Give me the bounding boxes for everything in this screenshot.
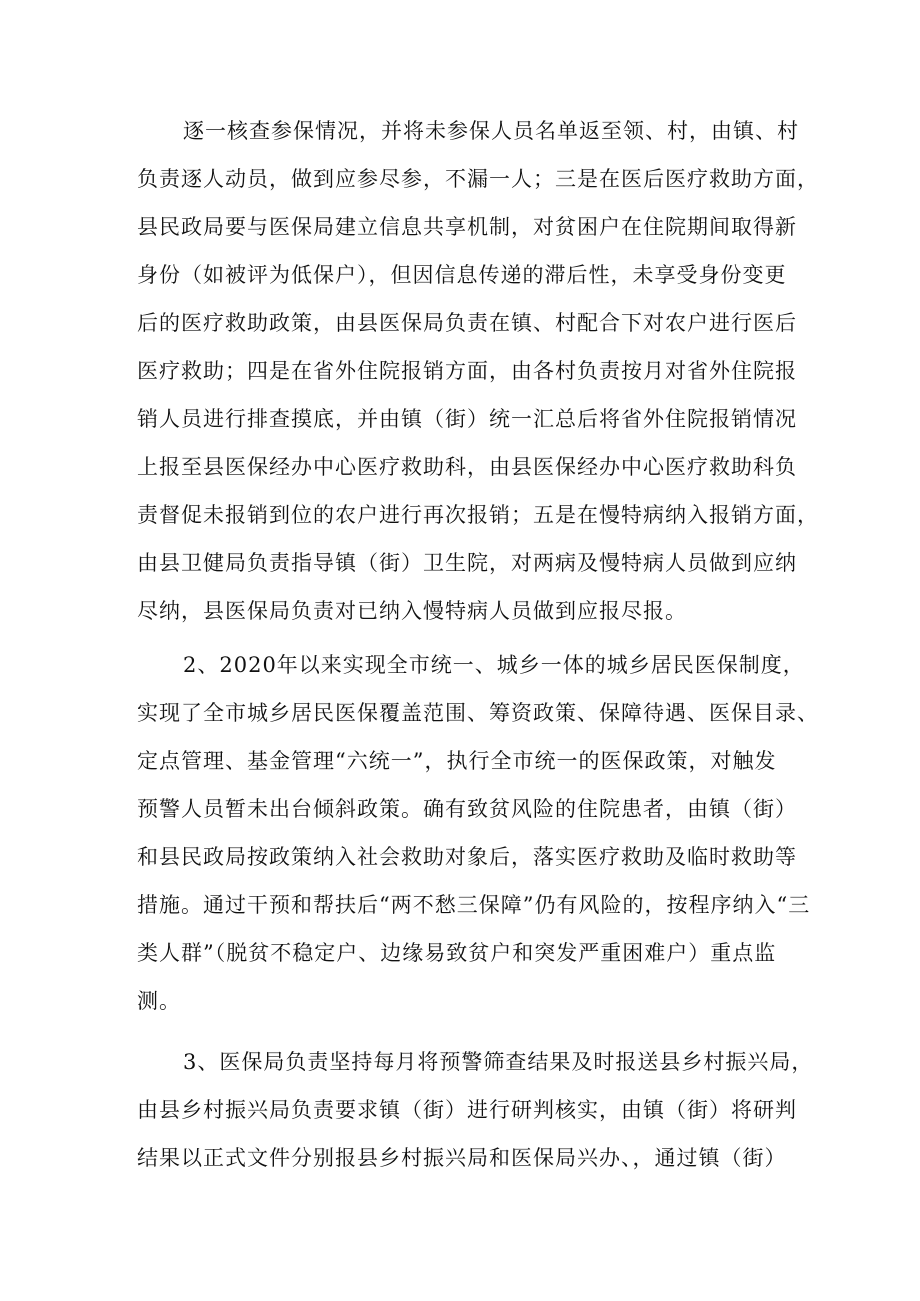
text-line: 和县民政局按政策纳入社会救助对象后，落实医疗救助及临时救助等 [137, 845, 797, 869]
text-line: 2、2020年以来实现全市统一、城乡一体的城乡居民医保制度， [183, 653, 805, 677]
text-line: 逐一核查参保情况，并将未参保人员名单返至领、村，由镇、村 [183, 119, 799, 143]
text-line: 测。 [137, 989, 181, 1013]
text-line: 身份（如被评为低保户），但因信息传递的滞后性，未享受身份变更 [137, 263, 787, 287]
text-line: 预警人员暂未出台倾斜政策。确有致贫风险的住院患者，由镇（街） [137, 797, 797, 821]
text-line: 3、医保局负责坚持每月将预警筛查结果及时报送县乡村振兴局， [183, 1050, 814, 1074]
text-line: 结果以正式文件分别报县乡村振兴局和医保局兴办、，通过镇（街） [137, 1146, 787, 1170]
text-line: 销人员进行排查摸底，并由镇（街）统一汇总后将省外住院报销情况 [137, 407, 797, 431]
text-line: 实现了全市城乡居民医保覆盖范围、筹资政策、保障待遇、医保目录、 [137, 701, 819, 725]
text-line: 尽纳，县医保局负责对已纳入慢特病人员做到应报尽报。 [137, 599, 687, 623]
text-line: 类人群”（脱贫不稳定户、边缘易致贫户和突发严重困难户）重点监 [137, 941, 777, 965]
text-line: 县民政局要与医保局建立信息共享机制，对贫困户在住院期间取得新 [137, 215, 797, 239]
text-line: 定点管理、基金管理“六统一”，执行全市统一的医保政策，对触发 [137, 749, 777, 773]
text-line: 由县乡村振兴局负责要求镇（街）进行研判核实，由镇（街）将研判 [137, 1098, 797, 1122]
text-line: 责督促未报销到位的农户进行再次报销；五是在慢特病纳入报销方面， [137, 503, 819, 527]
text-line: 措施。通过干预和帮扶后“两不愁三保障”仍有风险的，按程序纳入“三 [137, 893, 811, 917]
text-line: 后的医疗救助政策，由县医保局负责在镇、村配合下对农户进行医后 [137, 311, 797, 335]
text-line: 上报至县医保经办中心医疗救助科，由县医保经办中心医疗救助科负 [137, 455, 797, 479]
text-line: 医疗救助；四是在省外住院报销方面，由各村负责按月对省外住院报 [137, 359, 797, 383]
text-line: 由县卫健局负责指导镇（街）卫生院，对两病及慢特病人员做到应纳 [137, 551, 797, 575]
text-line: 负责逐人动员，做到应参尽参，不漏一人；三是在医后医疗救助方面， [137, 167, 819, 191]
